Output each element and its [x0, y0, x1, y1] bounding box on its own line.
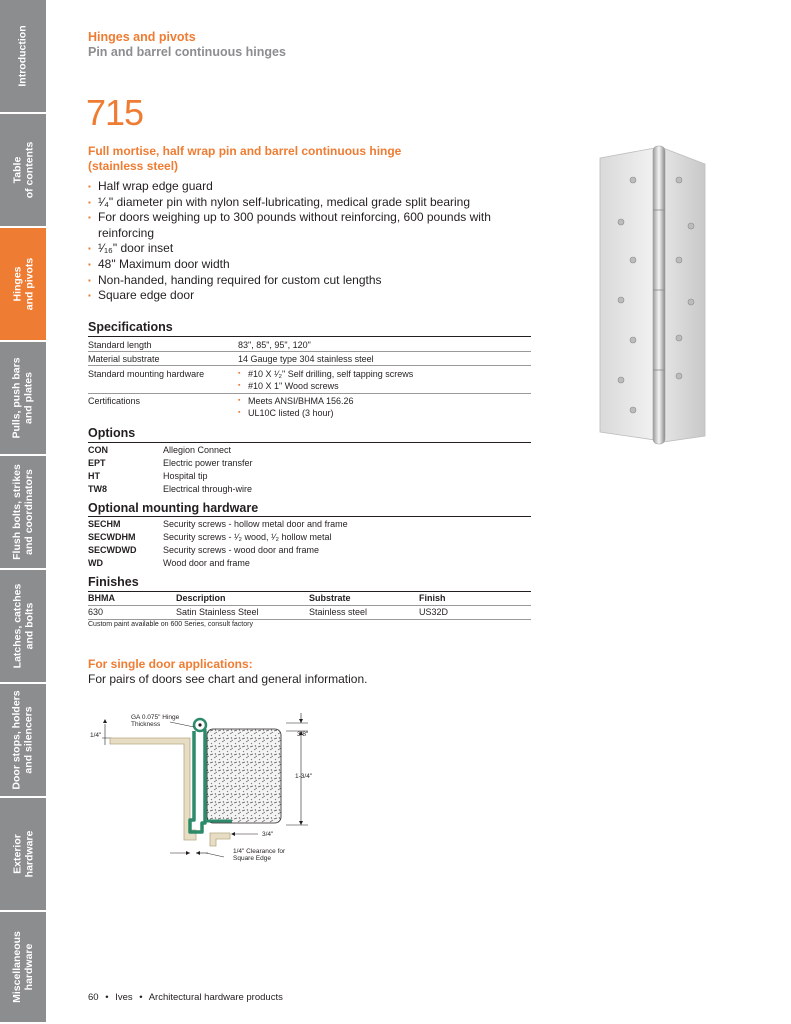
- tab-label: Hinges and pivots: [11, 257, 36, 311]
- option-desc: Electric power transfer: [163, 458, 253, 468]
- table-cell: 630: [88, 607, 104, 617]
- spec-label: Material substrate: [88, 354, 160, 364]
- spec-value: ▪ Meets ANSI/BHMA 156.26: [238, 395, 354, 407]
- section-sidebar: [0, 0, 46, 1024]
- spec-value: ▪ UL10C listed (3 hour): [238, 407, 354, 419]
- label-one-three-quarters: 1-3/4": [295, 773, 313, 780]
- tab-latches-catches[interactable]: [0, 570, 46, 684]
- spec-value: 14 Gauge type 304 stainless steel: [238, 354, 374, 364]
- tab-door-stops[interactable]: [0, 684, 46, 798]
- tab-exterior-hardware[interactable]: [0, 798, 46, 912]
- divider: [88, 442, 531, 443]
- mounting-code: SECWDHM: [88, 532, 136, 542]
- footer-separator: •: [139, 992, 143, 1003]
- tab-label: Door stops, holders and silencers: [11, 690, 35, 790]
- feature-item: ▪ Half wrap edge guard: [88, 179, 508, 195]
- page-footer: [88, 992, 283, 1003]
- divider: [88, 336, 531, 337]
- label-quarter: 1/4": [90, 732, 102, 739]
- tab-label: Flush bolts, strikes and coordinators: [11, 464, 36, 560]
- single-door-heading: For single door applications:: [88, 657, 253, 671]
- finishes-note: Custom paint available on 600 Series, consult factory: [88, 621, 253, 628]
- diagram-drawing: [90, 705, 330, 865]
- spec-label: Standard mounting hardware: [88, 369, 205, 379]
- feature-list: [88, 179, 508, 304]
- tab-table-of-contents[interactable]: [0, 114, 46, 228]
- mounting-code: SECHM: [88, 519, 121, 529]
- mounting-desc: Security screws - hollow metal door and frame: [163, 519, 348, 529]
- finishes-heading: Finishes: [88, 575, 139, 589]
- tab-label: Miscellaneous hardware: [11, 931, 35, 1003]
- tab-pulls-push-bars[interactable]: [0, 342, 46, 456]
- footer-section: Architectural hardware products: [148, 992, 283, 1003]
- tab-hinges-and-pivots[interactable]: [0, 228, 46, 342]
- tab-flush-bolts[interactable]: [0, 456, 46, 570]
- table-cell: Stainless steel: [309, 607, 368, 617]
- label-clearance: 1/4" Clearance for Square Edge: [233, 848, 286, 862]
- divider: [88, 516, 531, 517]
- tab-introduction[interactable]: [0, 0, 46, 114]
- divider: [88, 393, 531, 394]
- tab-label: Pulls, push bars and plates: [11, 357, 36, 439]
- feature-item: ▪ ¹⁄₁₆" door inset: [88, 241, 508, 257]
- divider: [88, 605, 531, 606]
- spec-row: [88, 395, 531, 421]
- column-header: Substrate: [309, 593, 351, 603]
- mounting-code: SECWDWD: [88, 545, 137, 555]
- option-desc: Electrical through-wire: [163, 484, 253, 494]
- feature-item: ▪ Non-handed, handing required for custom cut lengths: [88, 273, 508, 289]
- column-header: BHMA: [88, 593, 115, 603]
- table-cell: US32D: [419, 607, 449, 617]
- model-number: 715: [86, 92, 144, 133]
- footer-separator: •: [105, 992, 109, 1003]
- spec-value: 83", 85", 95", 120": [238, 340, 311, 350]
- mounting-code: WD: [88, 558, 103, 568]
- product-title: Full mortise, half wrap pin and barrel continuous hinge (stainless steel): [88, 144, 402, 173]
- mounting-desc: Security screws - wood door and frame: [163, 545, 320, 555]
- mounting-desc: Wood door and frame: [163, 558, 250, 568]
- column-header: Description: [176, 593, 226, 603]
- page-number: 60: [88, 992, 99, 1003]
- spec-row: [88, 368, 531, 394]
- option-code: EPT: [88, 458, 106, 468]
- option-code: TW8: [88, 484, 107, 494]
- label-three-eighths: 3/8": [297, 731, 309, 738]
- options-heading: Options: [88, 426, 136, 440]
- feature-item: ▪ 48" Maximum door width: [88, 257, 508, 273]
- option-desc: Hospital tip: [163, 471, 208, 481]
- optional-mounting-heading: Optional mounting hardware: [88, 501, 259, 515]
- pairs-note: For pairs of doors see chart and general information.: [88, 672, 368, 686]
- spec-label: Certifications: [88, 396, 141, 406]
- feature-item: ▪ ¹⁄₄" diameter pin with nylon self-lubricating, medical grade split bearing: [88, 195, 508, 211]
- hinge-product-image: [595, 140, 710, 450]
- label-three-quarters: 3/4": [262, 831, 274, 838]
- feature-item: ▪ Square edge door: [88, 288, 508, 304]
- tab-label: Latches, catches and bolts: [11, 583, 36, 669]
- section-diagram: [90, 705, 330, 865]
- divider: [88, 619, 531, 620]
- tab-label: Exterior hardware: [11, 830, 35, 878]
- spec-row: [88, 339, 531, 351]
- divider: [88, 591, 531, 592]
- spec-row: [88, 353, 531, 365]
- tab-label: Introduction: [17, 25, 29, 87]
- label-ga: GA 0.075" Hinge Thickness: [131, 714, 180, 728]
- option-code: HT: [88, 471, 100, 481]
- option-code: CON: [88, 445, 108, 455]
- divider: [88, 351, 531, 352]
- spec-value: ▪ #10 X 1" Wood screws: [238, 380, 413, 392]
- tab-miscellaneous-hardware[interactable]: [0, 912, 46, 1024]
- divider: [88, 365, 531, 366]
- spec-label: Standard length: [88, 340, 152, 350]
- specifications-heading: Specifications: [88, 320, 173, 334]
- category-title: Hinges and pivots: [88, 30, 196, 44]
- mounting-desc: Security screws - ¹⁄₂ wood, ¹⁄₂ hollow metal: [163, 532, 332, 542]
- option-desc: Allegion Connect: [163, 445, 232, 455]
- table-cell: Satin Stainless Steel: [176, 607, 259, 617]
- feature-item: ▪ For doors weighing up to 300 pounds without reinforcing, 600 pounds with reinforcing: [88, 210, 508, 241]
- footer-brand: Ives: [115, 992, 133, 1003]
- spec-value: ▪ #10 X ¹⁄₂" Self drilling, self tapping screws: [238, 368, 413, 380]
- column-header: Finish: [419, 593, 446, 603]
- subcategory-title: Pin and barrel continuous hinges: [88, 45, 286, 59]
- tab-label: Table of contents: [11, 141, 35, 199]
